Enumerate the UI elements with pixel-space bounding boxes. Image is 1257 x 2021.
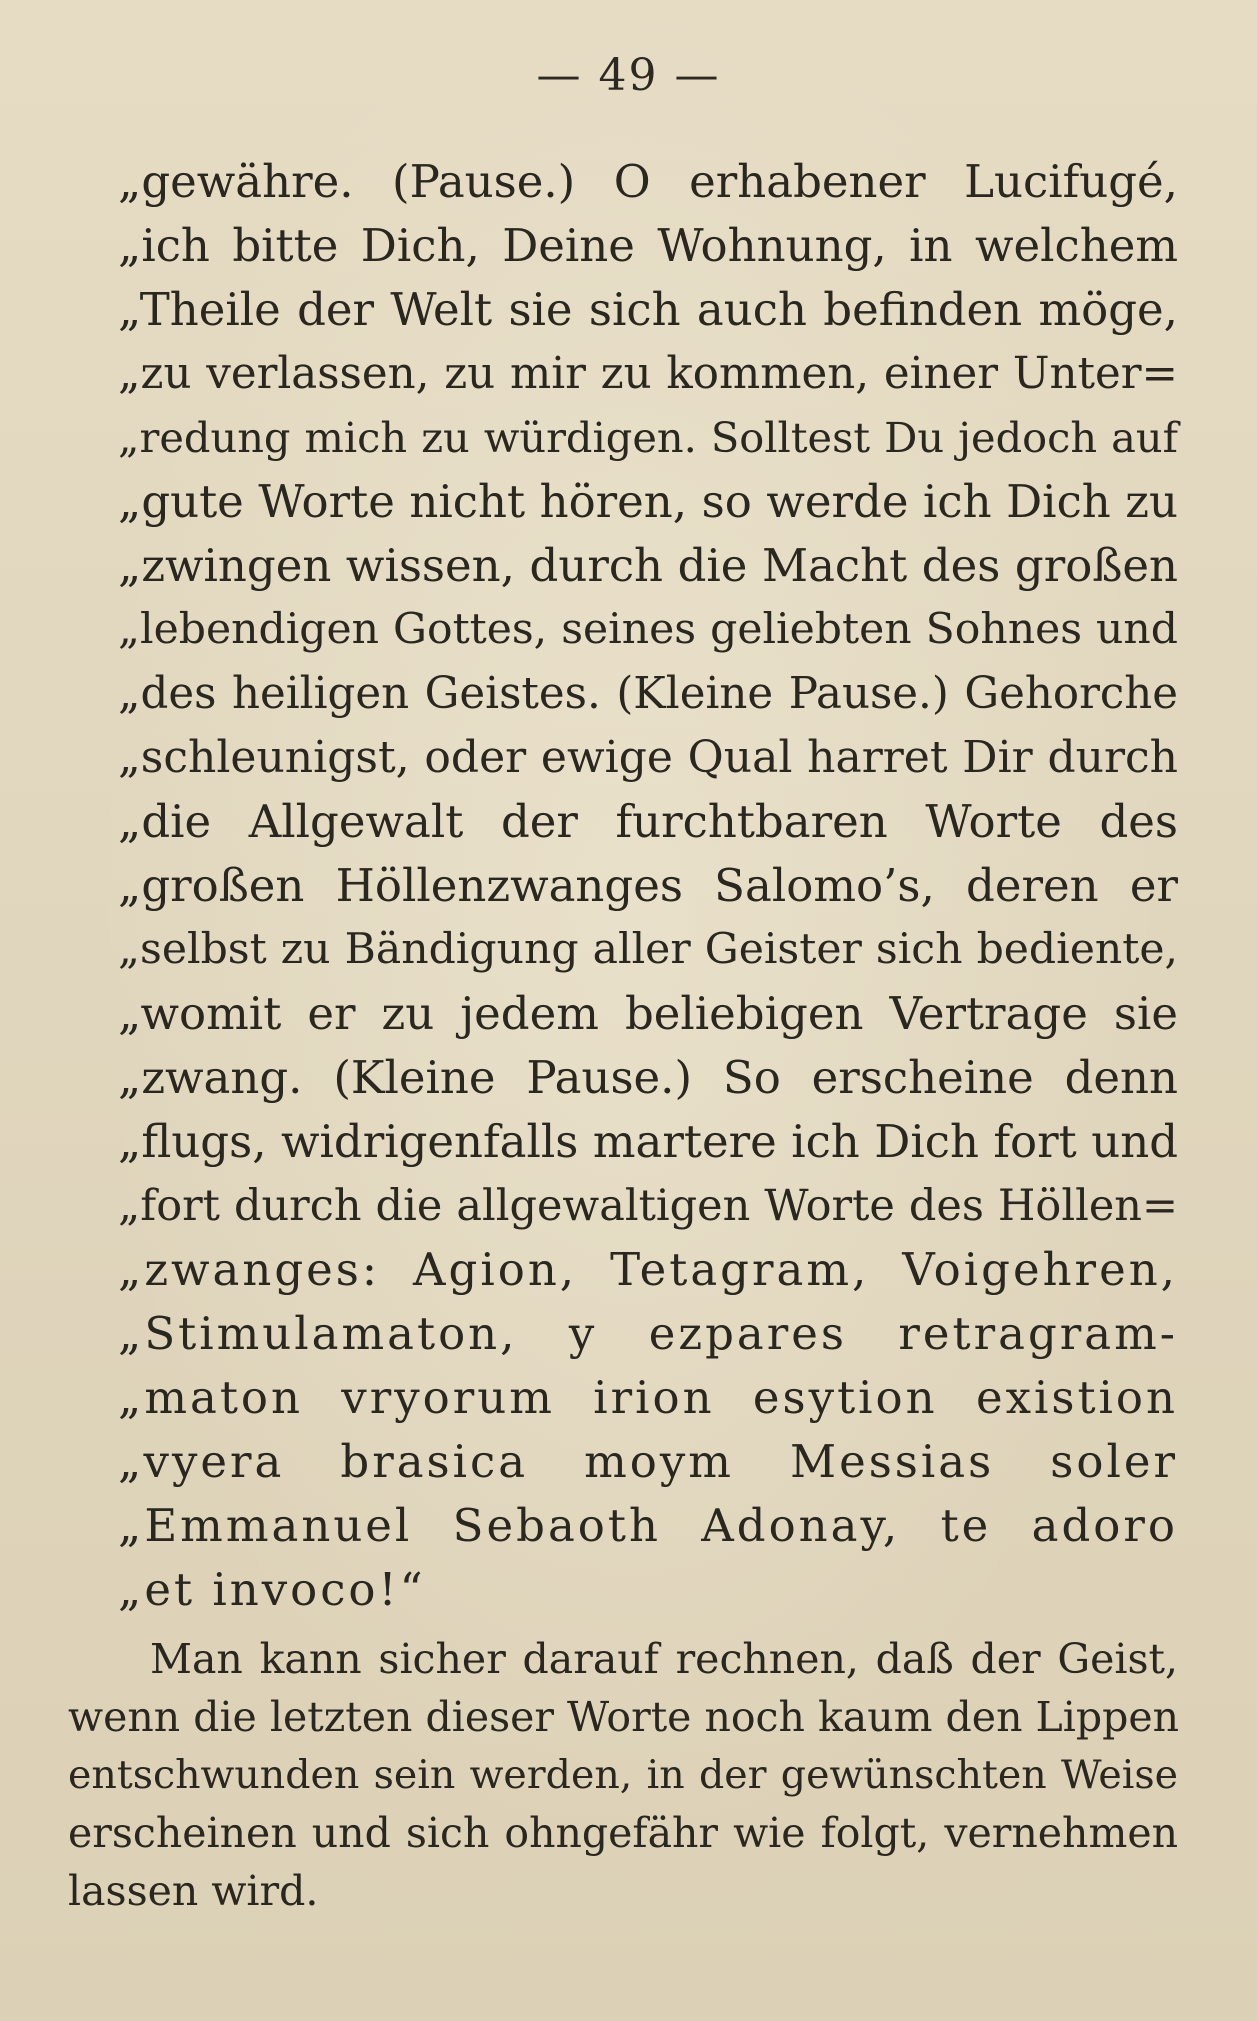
page-number: — 49 — xyxy=(536,50,721,101)
text-line: „womit er zu jedem beliebigen Vertrage sie xyxy=(118,987,1178,1040)
latin-text-line: „maton vryorum irion esytion existion xyxy=(118,1371,1178,1424)
text-line: „fort durch die allgewaltigen Worte des Höllen= xyxy=(118,1181,1178,1231)
text-line: „selbst zu Bändigung aller Geister sich bediente, xyxy=(118,925,1178,974)
text-line: „des heiligen Geistes. (Kleine Pause.) Gehorche xyxy=(118,669,1178,719)
text-line: „zu verlassen, zu mir zu kommen, einer Unter= xyxy=(118,349,1178,399)
text-line: „flugs, widrigenfalls martere ich Dich fort und xyxy=(118,1115,1178,1168)
text-line: „schleunigst, oder ewige Qual harret Dir durch xyxy=(118,732,1178,783)
text-line: „großen Höllenzwanges Salomo’s, deren er xyxy=(118,859,1178,912)
text-line: entschwunden sein werden, in der gewünschten Weise xyxy=(68,1752,1178,1798)
text-line: „gute Worte nicht hören, so werde ich Dich zu xyxy=(118,475,1178,528)
latin-text-line: „Stimulamaton, y ezpares retragram- xyxy=(118,1307,1178,1360)
text-line: erscheinen und sich ohngefähr wie folgt, vernehmen xyxy=(68,1809,1178,1857)
invocation-quote xyxy=(68,150,1178,1622)
latin-text-line: „et invoco!“ xyxy=(118,1563,426,1616)
text-line: „zwingen wissen, durch die Macht des großen xyxy=(118,539,1178,592)
text-line: „zwang. (Kleine Pause.) So erscheine denn xyxy=(118,1051,1178,1104)
text-block xyxy=(68,150,1178,1920)
text-line: „die Allgewalt der furchtbaren Worte des xyxy=(118,795,1178,848)
text-line: „ich bitte Dich, Deine Wohnung, in welchem xyxy=(118,219,1178,272)
text-line: „redung mich zu würdigen. Solltest Du jedoch auf xyxy=(118,413,1178,462)
latin-text-line: „zwanges: Agion, Tetagram, Voigehren, xyxy=(118,1243,1178,1296)
text-line: wenn die letzten dieser Worte noch kaum den Lippen xyxy=(68,1693,1180,1741)
closing-paragraph xyxy=(68,1630,1178,1920)
text-line: „Theile der Welt sie sich auch befinden möge, xyxy=(118,283,1178,336)
text-line: Man kann sicher darauf rechnen, daß der Geist, xyxy=(150,1635,1178,1683)
text-line: lassen wird. xyxy=(68,1867,319,1915)
text-line: „lebendigen Gottes, seines geliebten Sohnes und xyxy=(118,605,1178,654)
latin-text-line: „vyera brasica moym Messias soler xyxy=(118,1435,1178,1488)
latin-text-line: „Emmanuel Sebaoth Adonay, te adoro xyxy=(118,1499,1178,1552)
text-line: „gewähre. (Pause.) O erhabener Lucifugé, xyxy=(118,155,1178,208)
